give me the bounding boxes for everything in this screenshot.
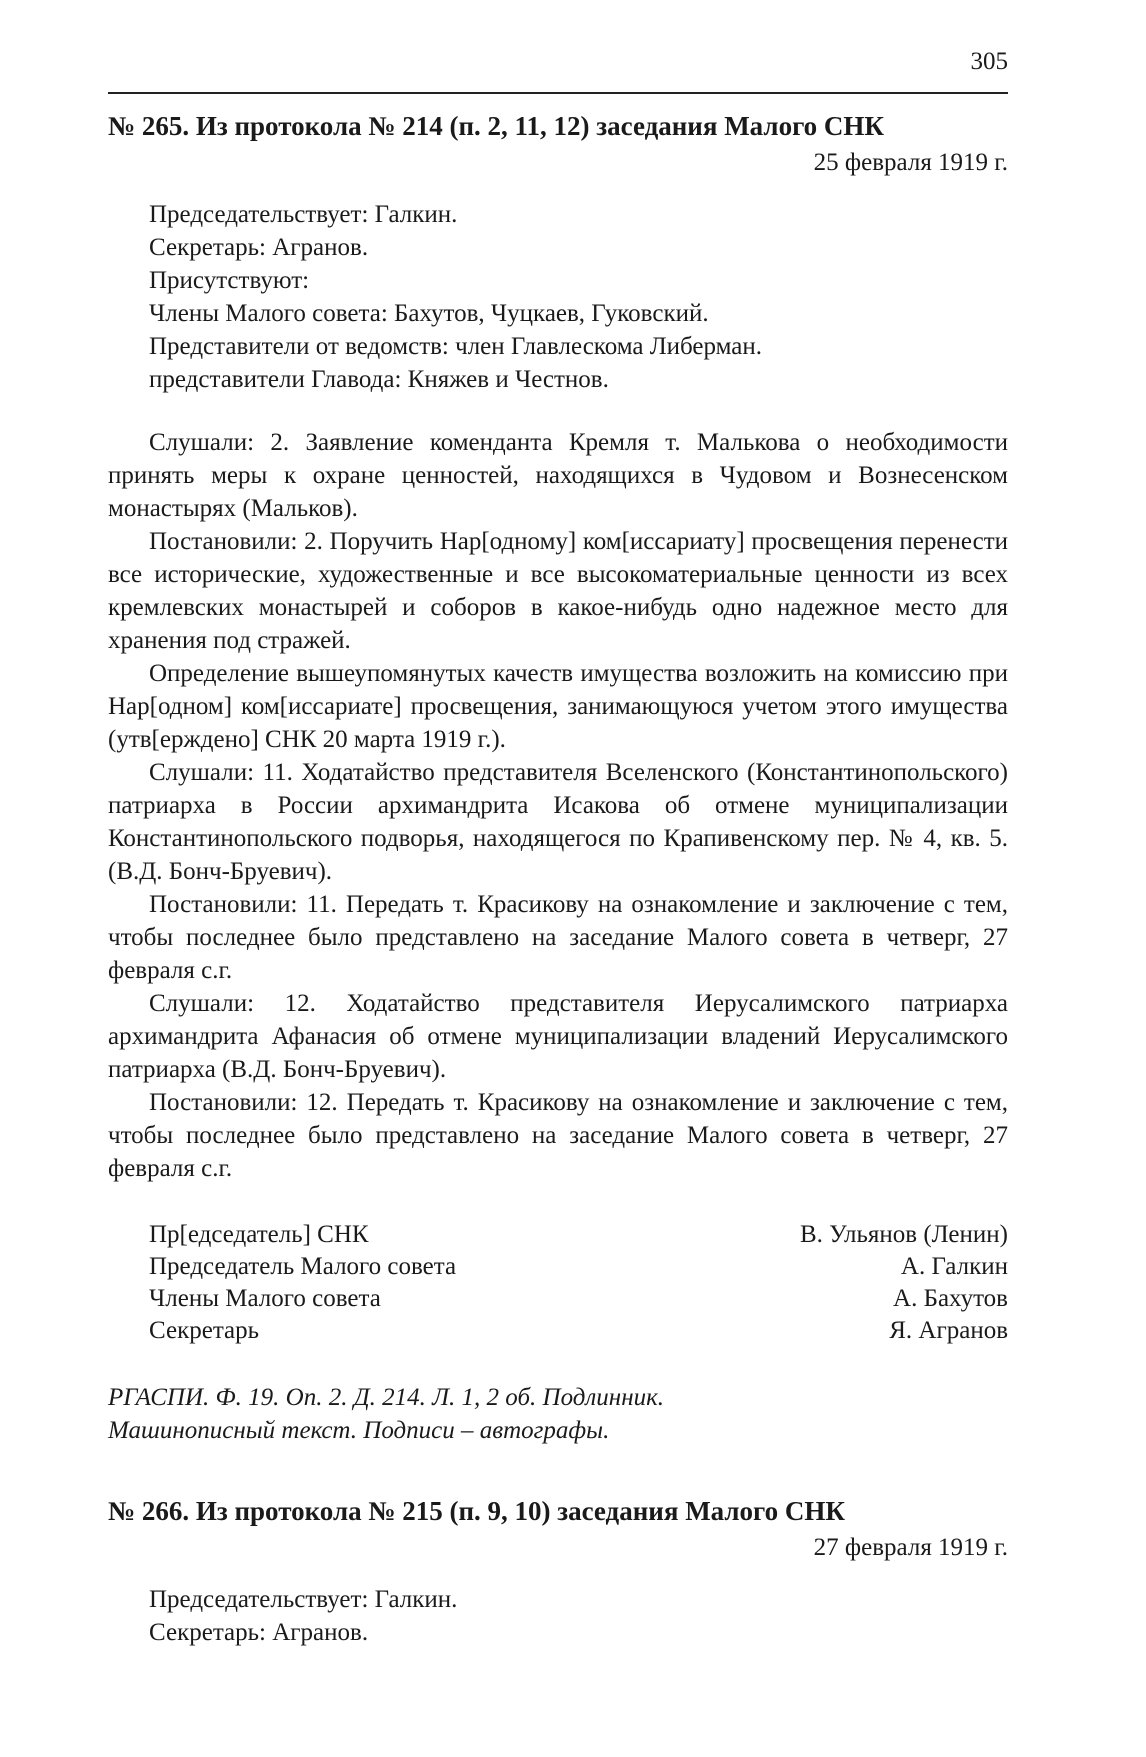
attendance-list: [108, 1583, 1008, 1649]
attendance-line: Присутствуют:: [149, 267, 310, 294]
archive-source: [108, 1381, 1008, 1447]
signature-name: В. Ульянов (Ленин): [799, 1221, 1008, 1248]
signature-name: А. Бахутов: [893, 1285, 1008, 1312]
protocol-paragraph: Слушали: 11. Ходатайство представителя Вселенского (Константинопольского) патриарха в России архимандрита Исакова об отмене муниципализации Константинопольского подворья, находящегося по Крапивенскому пер. № 4, кв. 5. (В.Д. Бонч-Бруевич).: [108, 759, 1008, 885]
signature-row: [149, 1251, 1008, 1283]
signature-role: Секретарь: [149, 1317, 260, 1344]
document-title: № 266. Из протокола № 215 (п. 9, 10) заседания Малого СНК: [108, 1496, 845, 1526]
attendance-line: Председательствует: Галкин.: [149, 1586, 458, 1613]
protocol-paragraph: Постановили: 12. Передать т. Красикову на ознакомление и заключение с тем, чтобы последнее было представлено на заседание Малого совета в четверг, 27 февраля с.г.: [108, 1089, 1008, 1182]
protocol-paragraph: Постановили: 2. Поручить Нар[одному] ком[иссариату] просвещения перенести все исторические, художественные и все высокоматериальные ценности из всех кремлевских монастырей и соборов в какое-нибудь одно надежное место для хранения под стражей.: [108, 528, 1008, 654]
signature-row: [149, 1219, 1008, 1251]
attendance-line: Члены Малого совета: Бахутов, Чуцкаев, Гуковский.: [149, 300, 709, 327]
signature-name: Я. Агранов: [889, 1317, 1008, 1344]
page-number: 305: [970, 48, 1008, 75]
protocol-paragraph: Слушали: 2. Заявление коменданта Кремля т. Малькова о необходимости принять меры к охране ценностей, находящихся в Чудовом и Вознесенском монастырях (Мальков).: [108, 429, 1008, 522]
attendance-list: [108, 198, 1008, 396]
document-title: № 265. Из протокола № 214 (п. 2, 11, 12) заседания Малого СНК: [108, 111, 884, 141]
protocol-paragraph: Постановили: 11. Передать т. Красикову на ознакомление и заключение с тем, чтобы последнее было представлено на заседание Малого совета в четверг, 27 февраля с.г.: [108, 891, 1008, 984]
signature-role: Члены Малого совета: [149, 1285, 381, 1312]
protocol-body: [108, 426, 1008, 1185]
attendance-line: Представители от ведомств: член Главлескома Либерман.: [149, 333, 763, 360]
signature-row: [149, 1283, 1008, 1315]
header-rule: [108, 92, 1008, 94]
protocol-paragraph: Определение вышеупомянутых качеств имущества возложить на комиссию при Нар[одном] ком[иссариате] просвещения, занимающуюся учетом этого имущества (утв[ерждено] СНК 20 марта 1919 г.).: [108, 660, 1008, 753]
source-line: РГАСПИ. Ф. 19. Оп. 2. Д. 214. Л. 1, 2 об. Подлинник.: [108, 1384, 665, 1411]
source-line: Машинописный текст. Подписи – автографы.: [108, 1417, 610, 1444]
protocol-paragraph: Слушали: 12. Ходатайство представителя Иерусалимского патриарха архимандрита Афанасия об отмене муниципализации владений Иерусалимского патриарха (В.Д. Бонч-Бруевич).: [108, 990, 1008, 1083]
document-266: [108, 1491, 1008, 1649]
document-date: 25 февраля 1919 г.: [813, 149, 1008, 176]
signature-name: А. Галкин: [900, 1253, 1008, 1280]
document-date: 27 февраля 1919 г.: [813, 1534, 1008, 1561]
signature-role: Пр[едседатель] СНК: [149, 1221, 369, 1248]
attendance-line: Секретарь: Агранов.: [149, 234, 369, 261]
attendance-line: Секретарь: Агранов.: [149, 1619, 369, 1646]
document-265: [108, 106, 1008, 1447]
attendance-line: Председательствует: Галкин.: [149, 201, 458, 228]
attendance-line: представители Главода: Княжев и Честнов.: [149, 366, 609, 393]
page-content: [108, 106, 1008, 1649]
signature-block: [108, 1219, 1008, 1347]
signature-role: Председатель Малого совета: [149, 1253, 457, 1280]
signature-row: [149, 1315, 1008, 1347]
